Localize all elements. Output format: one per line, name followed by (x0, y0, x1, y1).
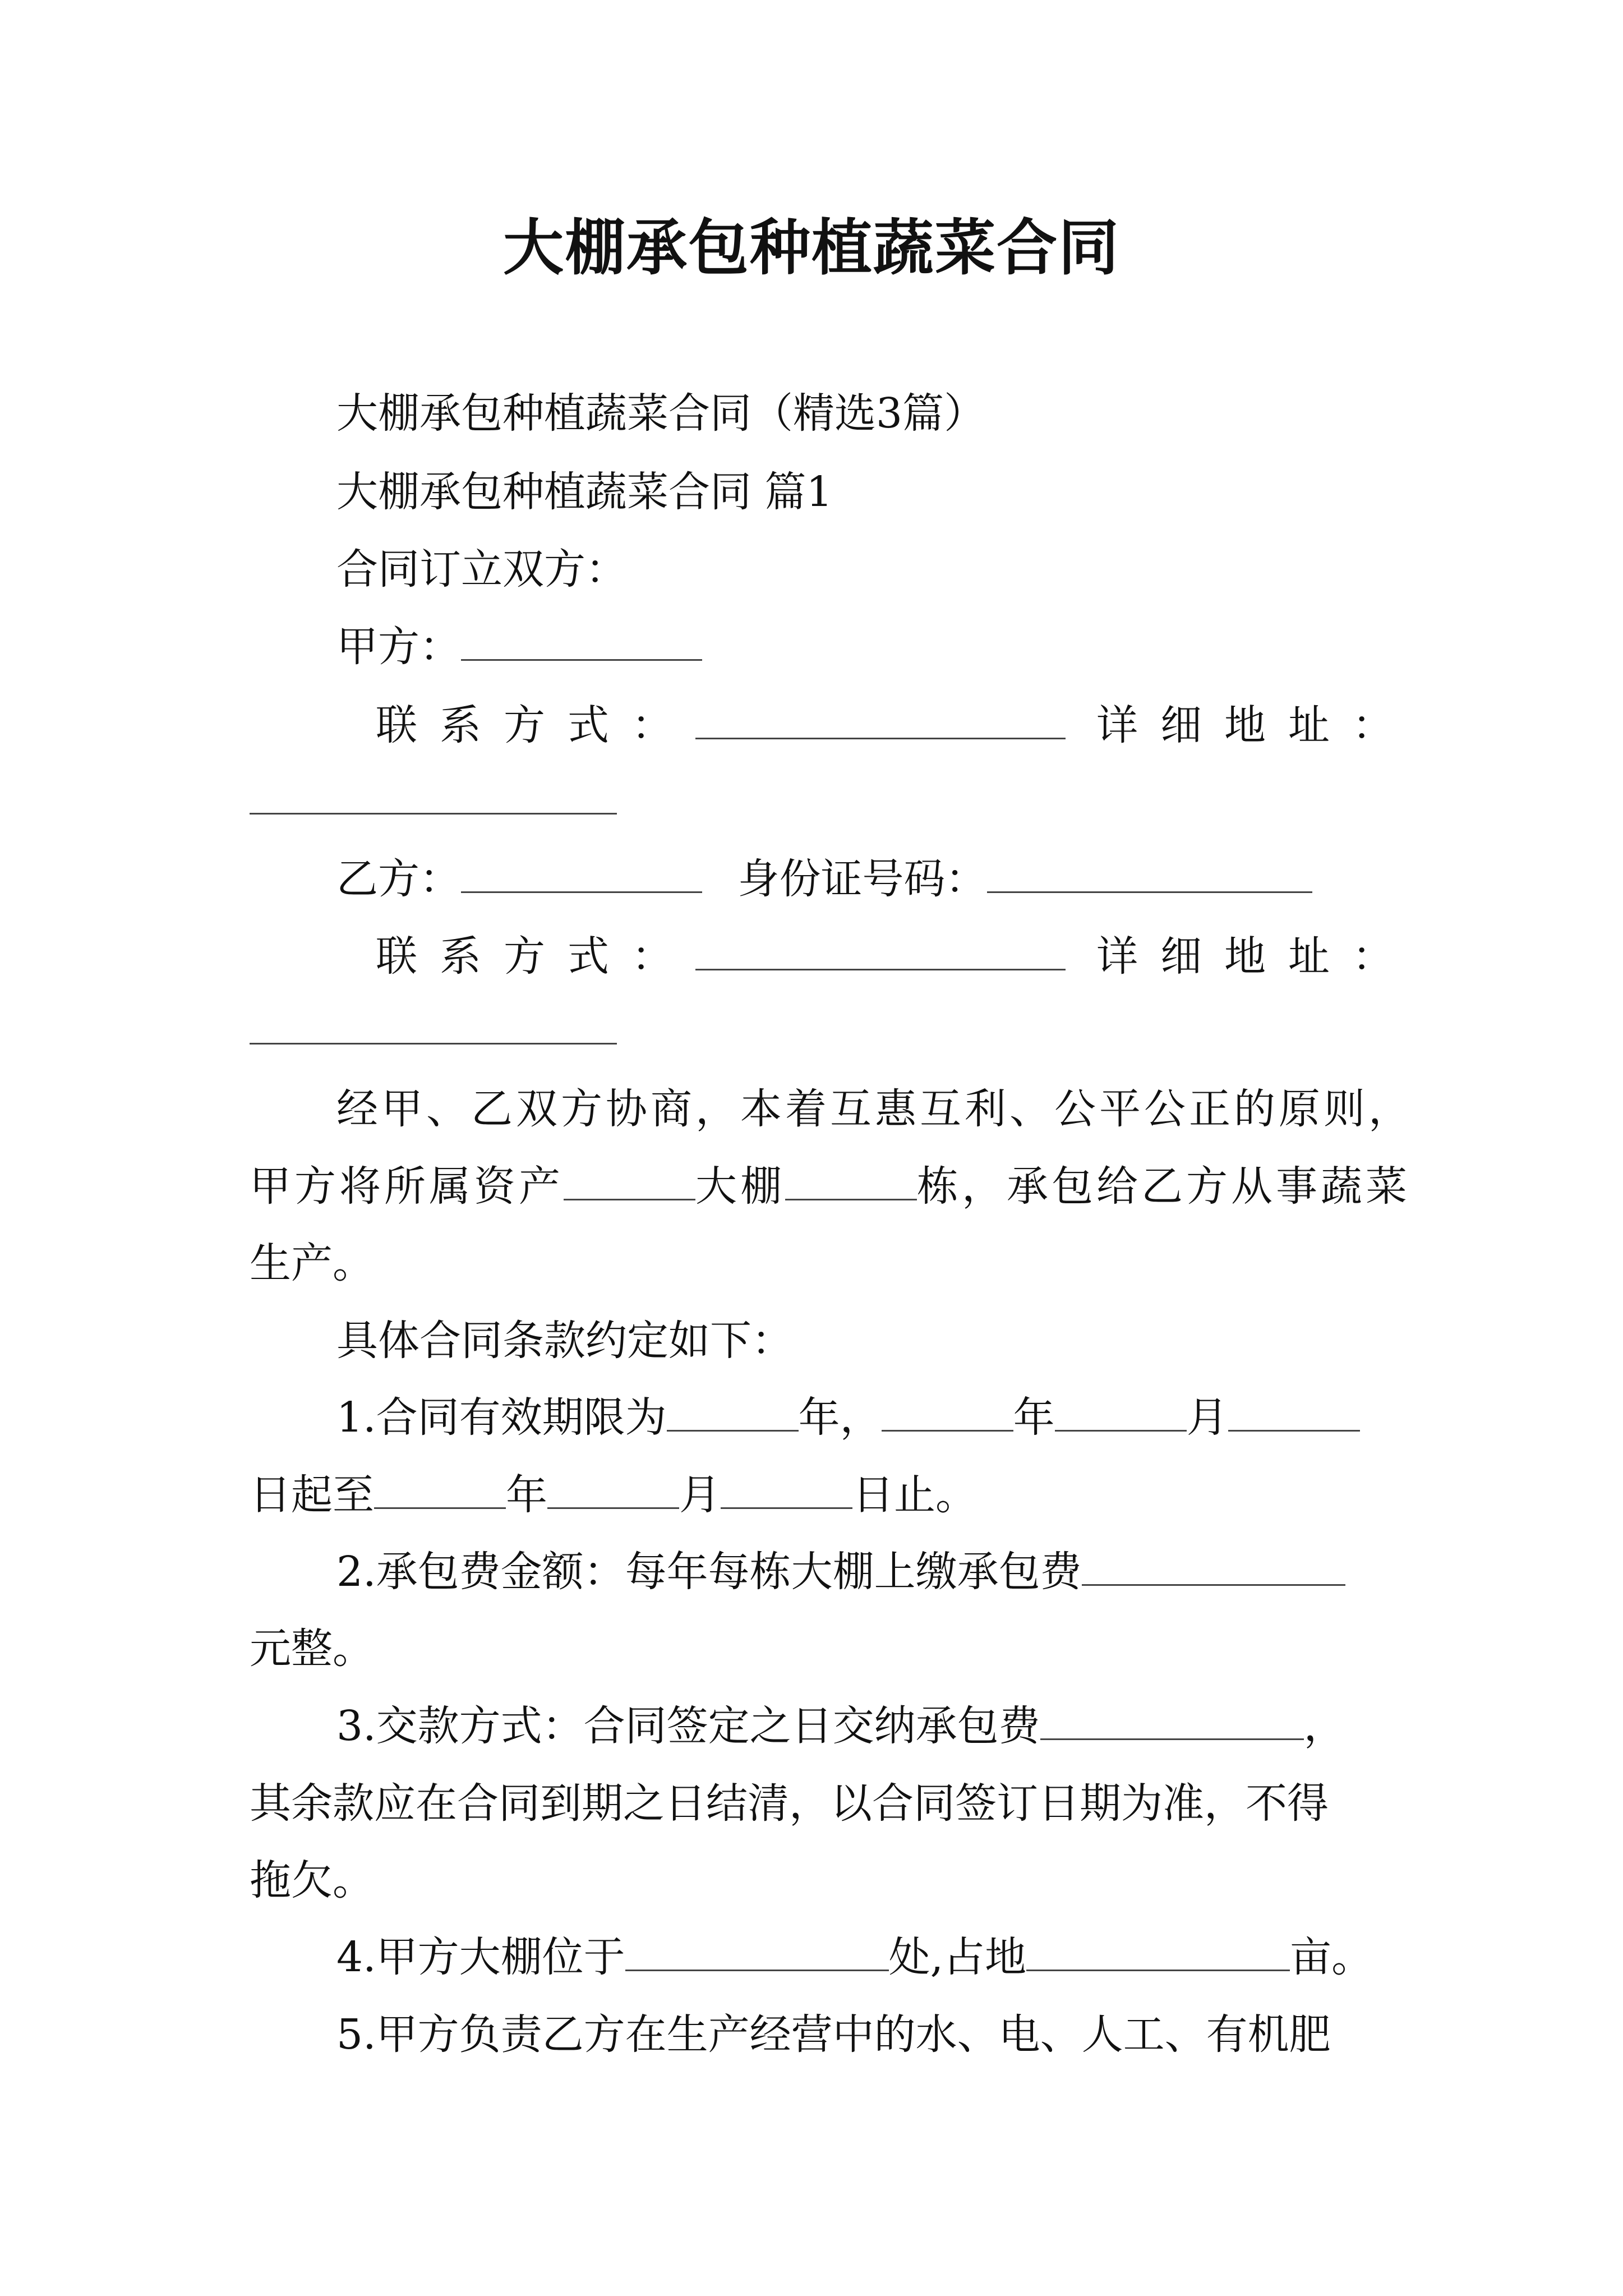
clause2-fee-blank (1082, 1552, 1345, 1586)
clause4-location-blank (625, 1937, 889, 1971)
clause1-text-e: 日起至 (250, 1471, 374, 1519)
party-a-contact-label: 联系方式： (376, 701, 695, 749)
clause1-blank-1 (667, 1397, 799, 1432)
clause3-fee-blank (1040, 1706, 1304, 1740)
party-b-label: 乙方： (336, 855, 461, 903)
clause-2-line-1 (336, 1548, 1345, 1596)
clause1-text-d: 月 (1186, 1393, 1228, 1442)
clause1-blank-2 (882, 1397, 1013, 1432)
party-b-address-label: 详细地址： (1096, 932, 1416, 981)
party-a-label: 甲方： (336, 623, 461, 671)
clause-1-line-2 (250, 1471, 977, 1519)
document-title: 大棚承包种植蔬菜合同 (502, 213, 1120, 283)
party-a-blank (461, 627, 702, 661)
clause1-blank-3 (1055, 1397, 1187, 1432)
paragraph-1-line-2 (250, 1162, 1410, 1211)
clause4-text-c: 亩。 (1290, 1933, 1373, 1981)
clause1-blank-4 (1228, 1397, 1360, 1432)
clause1-blank-6 (547, 1475, 679, 1509)
clause1-text-g: 月 (679, 1471, 721, 1519)
paragraph-1-line-1: 经甲、乙双方协商，本着互惠互利、公平公正的原则， (336, 1085, 1413, 1133)
greenhouse-count-blank (785, 1166, 917, 1200)
clause4-area-blank (1026, 1937, 1290, 1971)
clause3-text-b: ， (1303, 1702, 1345, 1750)
party-b-contact-blank (695, 936, 1066, 970)
clause1-blank-5 (374, 1475, 506, 1509)
party-b-address-label-wrap (1096, 932, 1416, 981)
party-a-address-label: 详细地址： (1096, 701, 1416, 749)
party-a-address-blank (250, 780, 617, 815)
clause-5: 5.甲方负责乙方在生产经营中的水、电、人工、有机肥 (336, 2010, 1331, 2059)
clause-1-line-1 (336, 1393, 1360, 1442)
para1-text-a: 甲方将所属资产 (250, 1162, 564, 1211)
clause2-text-a: 2.承包费金额：每年每栋大棚上缴承包费 (336, 1548, 1082, 1596)
para1-text-c: 栋，承包给乙方从事蔬菜 (917, 1162, 1410, 1211)
id-number-blank (987, 859, 1312, 893)
party-b-blank (461, 859, 702, 893)
party-a-row (336, 623, 702, 671)
party-b-contact-row (376, 932, 1066, 981)
clause1-text-h: 日止。 (852, 1471, 977, 1519)
clause1-blank-7 (721, 1475, 852, 1509)
party-a-contact-row (376, 701, 1066, 749)
clause-2-line-2: 元整。 (250, 1625, 374, 1673)
terms-intro: 具体合同条款约定如下： (336, 1317, 793, 1365)
section-heading: 大棚承包种植蔬菜合同 篇1 (336, 468, 833, 516)
clause-3-line-2: 其余款应在合同到期之日结清，以合同签订日期为准，不得 (250, 1779, 1329, 1828)
clause4-text-b: 处,占地 (888, 1933, 1027, 1981)
para1-text-b: 大棚 (695, 1162, 785, 1211)
clause1-text-c: 年 (1013, 1393, 1055, 1442)
clause-4 (336, 1933, 1373, 1981)
party-b-contact-label: 联系方式： (376, 932, 695, 981)
party-b-address-blank (250, 1010, 617, 1045)
subtitle: 大棚承包种植蔬菜合同（精选3篇） (336, 389, 986, 438)
clause3-text-a: 3.交款方式：合同签定之日交纳承包费 (336, 1702, 1040, 1750)
id-number-label: 身份证号码： (737, 855, 987, 903)
asset-blank (564, 1166, 695, 1200)
party-b-row (336, 855, 1312, 903)
parties-intro: 合同订立双方： (336, 545, 627, 593)
party-a-address-label-wrap (1096, 701, 1416, 749)
clause-3-line-1 (336, 1702, 1345, 1750)
clause1-text-a: 1.合同有效期限为 (336, 1393, 667, 1442)
clause4-text-a: 4.甲方大棚位于 (336, 1933, 625, 1981)
party-b-address-row (250, 1010, 617, 1051)
party-a-contact-blank (695, 705, 1066, 739)
clause1-text-f: 年 (506, 1471, 547, 1519)
clause1-text-b: 年， (798, 1393, 882, 1442)
party-a-address-row (250, 780, 617, 821)
clause-3-line-3: 拖欠。 (250, 1856, 374, 1904)
paragraph-1-line-3: 生产。 (250, 1239, 374, 1287)
